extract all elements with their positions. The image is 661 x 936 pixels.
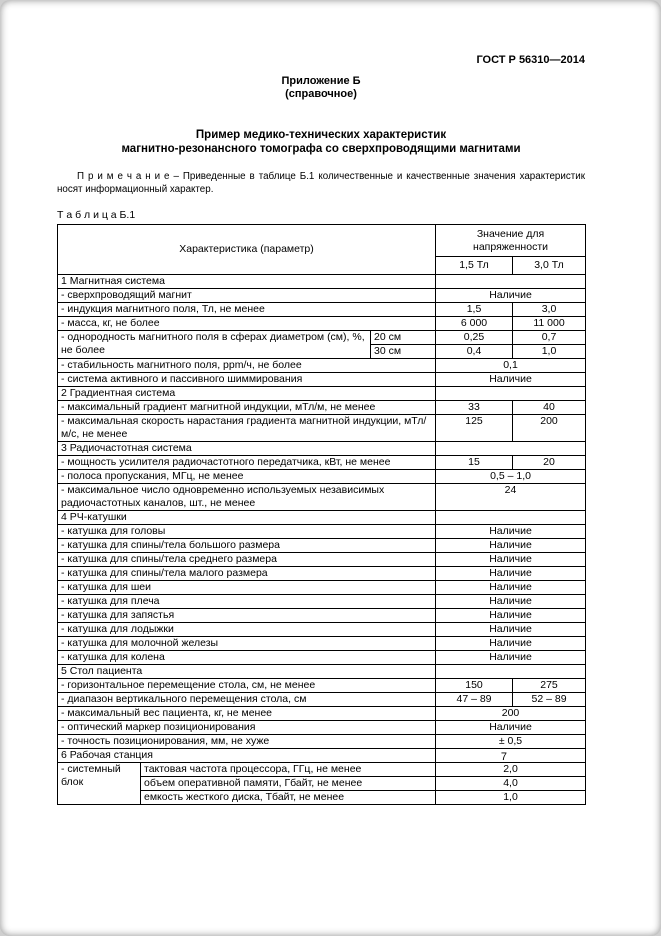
value-1-5-tl: 15 [436,456,513,470]
value-3-0-tl: 0,7 [513,331,586,345]
table-row [58,763,586,777]
table-row [58,679,586,693]
diameter-sub-label: 30 см [371,345,436,359]
value-span: 24 [436,484,586,511]
characteristic-label: - катушка для спины/тела среднего размера [58,553,436,567]
table-row [58,567,586,581]
value-span: 200 [436,707,586,721]
value-3-0-tl: 200 [513,415,586,442]
value-3-0-tl: 20 [513,456,586,470]
appendix-title: Приложение Б [281,75,361,87]
table-row [58,401,586,415]
table-row [58,651,586,665]
value-span: Наличие [436,373,586,387]
table-row [58,303,586,317]
col-header-3-0-tl: 3,0 Тл [513,257,586,275]
characteristic-label: - катушка для лодыжки [58,623,436,637]
value-3-0-tl: 1,0 [513,345,586,359]
table-row [58,623,586,637]
section-empty-cell [436,387,586,401]
table-body [58,275,586,805]
characteristic-label: - точность позиционирования, мм, не хуже [58,735,436,749]
characteristic-label: - катушка для головы [58,525,436,539]
table-b1 [57,224,586,805]
table-row [58,525,586,539]
table-row-section [58,442,586,456]
table-row [58,735,586,749]
table-row [58,539,586,553]
section-label: 5 Стол пациента [58,665,436,679]
col-header-characteristic: Характеристика (параметр) [58,225,436,275]
note-paragraph: П р и м е ч а н и е – Приведенные в таблице Б.1 количественные и качественные значения характеристик носят информационный характер. [57,171,585,195]
value-span: Наличие [436,553,586,567]
page-content [57,54,585,805]
table-row [58,707,586,721]
sub-characteristic-label: емкость жесткого диска, Тбайт, не менее [141,791,436,805]
table-row [58,331,586,345]
characteristic-label: - однородность магнитного поля в сферах диаметром (см), %, не более [58,331,371,359]
section-label: 1 Магнитная система [58,275,436,289]
value-span: Наличие [436,525,586,539]
table-row [58,637,586,651]
table-row [58,693,586,707]
characteristic-label: - максимальный градиент магнитной индукции, мТл/м, не менее [58,401,436,415]
characteristic-label: - катушка для спины/тела малого размера [58,567,436,581]
value-1-5-tl: 150 [436,679,513,693]
table-row [58,415,586,442]
section-label: 4 РЧ-катушки [58,511,436,525]
value-1-5-tl: 47 – 89 [436,693,513,707]
characteristic-label: - максимальное число одновременно используемых независимых радиочастотных каналов, шт., не менее [58,484,436,511]
characteristic-label: - катушка для плеча [58,595,436,609]
value-span: Наличие [436,289,586,303]
characteristic-label: - индукция магнитного поля, Тл, не менее [58,303,436,317]
col-header-value-group: Значение для напряженности [436,225,586,257]
value-span: 1,0 [436,791,586,805]
table-row [58,595,586,609]
document-title-line-1: Пример медико-технических характеристик [195,129,447,141]
value-3-0-tl: 40 [513,401,586,415]
section-label: 6 Рабочая станция [58,749,436,763]
sub-characteristic-label: тактовая частота процессора, ГГц, не менее [141,763,436,777]
section-label: 2 Градиентная система [58,387,436,401]
value-span: Наличие [436,721,586,735]
value-3-0-tl: 11 000 [513,317,586,331]
value-span: Наличие [436,609,586,623]
value-span: Наличие [436,637,586,651]
table-row [58,581,586,595]
table-row [58,456,586,470]
value-span: 4,0 [436,777,586,791]
value-span: Наличие [436,539,586,553]
section-label: 3 Радиочастотная система [58,442,436,456]
value-1-5-tl: 33 [436,401,513,415]
section-empty-cell [436,665,586,679]
characteristic-label: - сверхпроводящий магнит [58,289,436,303]
value-1-5-tl: 0,4 [436,345,513,359]
value-3-0-tl: 3,0 [513,303,586,317]
characteristic-label: - мощность усилителя радиочастотного передатчика, кВт, не менее [58,456,436,470]
table-row-section [58,275,586,289]
characteristic-label: - система активного и пассивного шиммирования [58,373,436,387]
value-1-5-tl: 0,25 [436,331,513,345]
table-row [58,289,586,303]
table-row [58,373,586,387]
characteristic-label: - катушка для спины/тела большого размера [58,539,436,553]
doc-reference: ГОСТ Р 56310—2014 [476,54,585,66]
table-row-section [58,511,586,525]
value-span: 0,5 – 1,0 [436,470,586,484]
col-header-1-5-tl: 1,5 Тл [436,257,513,275]
characteristic-label: - диапазон вертикального перемещения стола, см [58,693,436,707]
characteristic-label: - системный блок [58,763,141,805]
value-span: Наличие [436,623,586,637]
characteristic-label: - максимальный вес пациента, кг, не менее [58,707,436,721]
table-row [58,553,586,567]
table-row [58,721,586,735]
characteristic-label: - катушка для молочной железы [58,637,436,651]
appendix-subtitle: (справочное) [285,88,357,100]
table-row [58,484,586,511]
table-row-section [58,665,586,679]
characteristic-label: - катушка для колена [58,651,436,665]
value-1-5-tl: 6 000 [436,317,513,331]
table-label: Т а б л и ц а Б.1 [57,209,136,221]
value-3-0-tl: 275 [513,679,586,693]
characteristic-label: - стабильность магнитного поля, ppm/ч, не более [58,359,436,373]
value-span: Наличие [436,581,586,595]
value-1-5-tl: 1,5 [436,303,513,317]
characteristic-label: - масса, кг, не более [58,317,436,331]
value-3-0-tl: 52 – 89 [513,693,586,707]
value-span: 2,0 [436,763,586,777]
value-span: Наличие [436,651,586,665]
characteristic-label: - горизонтальное перемещение стола, см, не менее [58,679,436,693]
document-title [57,128,585,156]
value-span: Наличие [436,567,586,581]
table-header [58,225,586,275]
diameter-sub-label: 20 см [371,331,436,345]
page-number: 7 [500,751,507,763]
characteristic-label: - максимальная скорость нарастания градиента магнитной индукции, мТл/м/с, не менее [58,415,436,442]
section-empty-cell [436,511,586,525]
characteristic-label: - катушка для запястья [58,609,436,623]
section-empty-cell [436,442,586,456]
table-row-section [58,387,586,401]
value-span: Наличие [436,595,586,609]
table-row [58,609,586,623]
section-empty-cell [436,275,586,289]
value-1-5-tl: 125 [436,415,513,442]
characteristic-label: - катушка для шеи [58,581,436,595]
value-span: 0,1 [436,359,586,373]
table-row [58,470,586,484]
section-empty-cell [436,749,586,763]
document-title-line-2: магнитно-резонансного томографа со сверхпроводящими магнитами [121,143,521,155]
table-row [58,317,586,331]
characteristic-label: - полоса пропускания, МГц, не менее [58,470,436,484]
table-row [58,359,586,373]
sub-characteristic-label: объем оперативной памяти, Гбайт, не менее [141,777,436,791]
table-header-row-1 [58,225,586,257]
characteristic-label: - оптический маркер позиционирования [58,721,436,735]
value-span: ± 0,5 [436,735,586,749]
